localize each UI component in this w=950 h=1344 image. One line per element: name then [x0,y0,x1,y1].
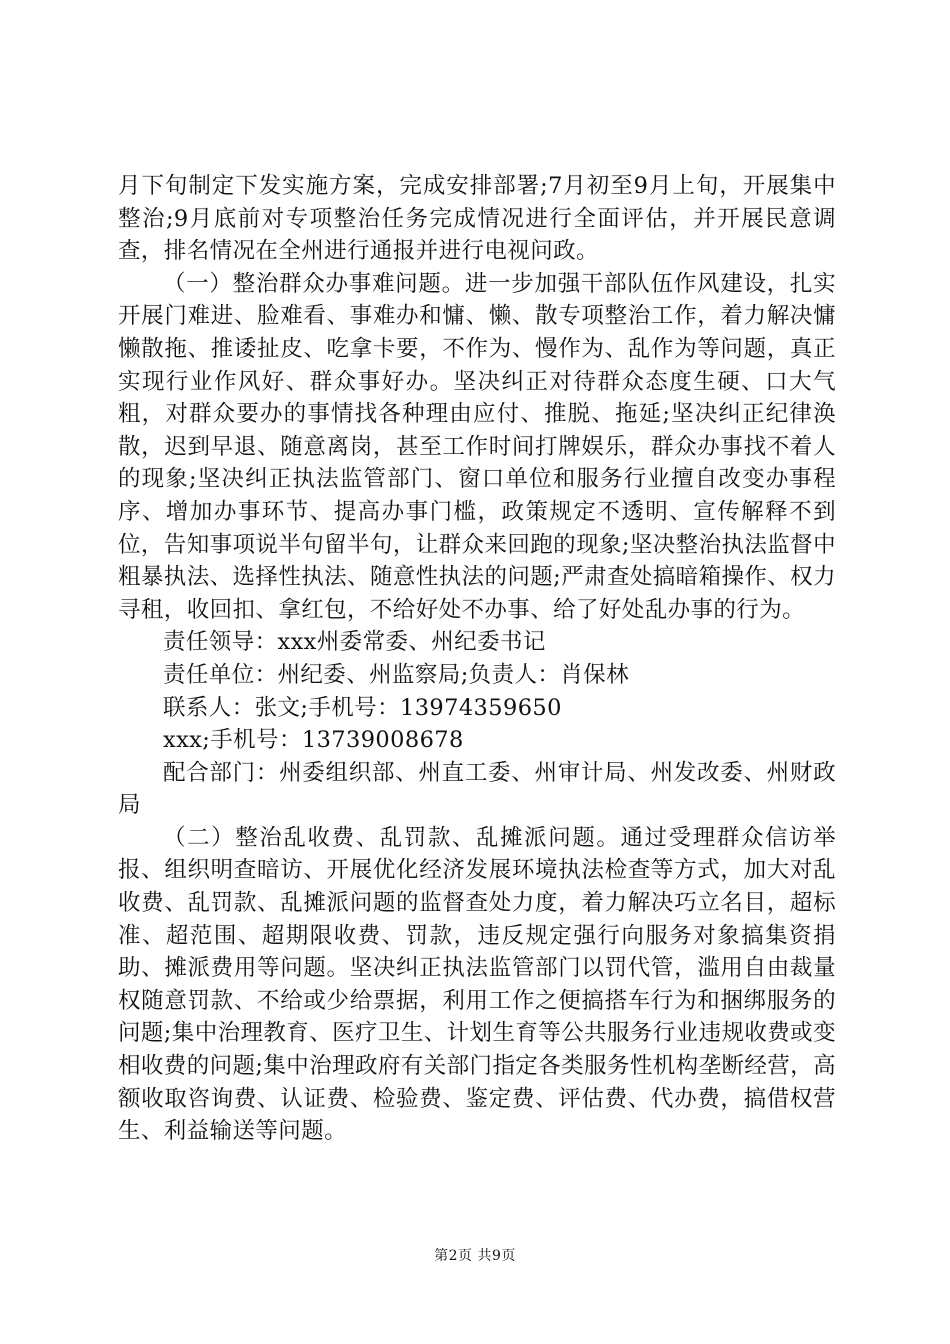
responsible-leader: 责任领导：xxx州委常委、州纪委书记 [163,629,546,656]
paragraph-schedule: 月下旬制定下发实施方案，完成安排部署;7月初至9月上旬，开展集中整治;9月底前对专项整治任务完成情况进行全面评估，并开展民意调查，排名情况在全州进行通报并进行电视问政。 [118,173,836,265]
contact-phone: xxx;手机号：13739008678 [163,727,464,754]
page-number: 第2页 共9页 [434,1248,516,1264]
document-body [118,170,836,1148]
paragraph-section-one: （一）整治群众办事难问题。进一步加强干部队伍作风建设，扎实开展门难进、脸难看、事难办和慵、懒、散专项整治工作，着力解决慵懒散拖、推诿扯皮、吃拿卡要，不作为、慢作为、乱作为等问题，真正实现行业作风好、群众事好办。坚决纠正对待群众态度生硬、口大气粗，对群众要办的事情找各种理由应付、推脱、拖延;坚决纠正纪律涣散，迟到早退、随意离岗，甚至工作时间打牌娱乐，群众办事找不着人的现象;坚决纠正执法监管部门、窗口单位和服务行业擅自改变办事程序、增加办事环节、提高办事门槛，政策规定不透明、宣传解释不到位，告知事项说半句留半句，让群众来回跑的现象;坚决整治执法监督中粗暴执法、选择性执法、随意性执法的问题;严肃查处搞暗箱操作、权力寻租，收回扣、拿红包，不给好处不办事、给了好处乱办事的行为。 [118,270,836,623]
responsible-unit: 责任单位：州纪委、州监察局;负责人：肖保林 [163,661,629,688]
cooperating-departments: 配合部门：州委组织部、州直工委、州审计局、州发改委、州财政局 [118,759,836,819]
paragraph-section-two: （二）整治乱收费、乱罚款、乱摊派问题。通过受理群众信访举报、组织明查暗访、开展优化经济发展环境执法检查等方式，加大对乱收费、乱罚款、乱摊派问题的监督查处力度，着力解决巧立名目，超标准、超范围、超期限收费、罚款，违反规定强行向服务对象搞集资捐助、摊派费用等问题。坚决纠正执法监管部门以罚代管，滥用自由裁量权随意罚款、不给或少给票据，利用工作之便搞搭车行为和捆绑服务的问题;集中治理教育、医疗卫生、计划生育等公共服务行业违规收费或变相收费的问题;集中治理政府有关部门指定各类服务性机构垄断经营，高额收取咨询费、认证费、检验费、鉴定费、评估费、代办费，搞借权营生、利益输送等问题。 [118,824,836,1145]
contact-person: 联系人：张文;手机号：13974359650 [163,694,562,721]
